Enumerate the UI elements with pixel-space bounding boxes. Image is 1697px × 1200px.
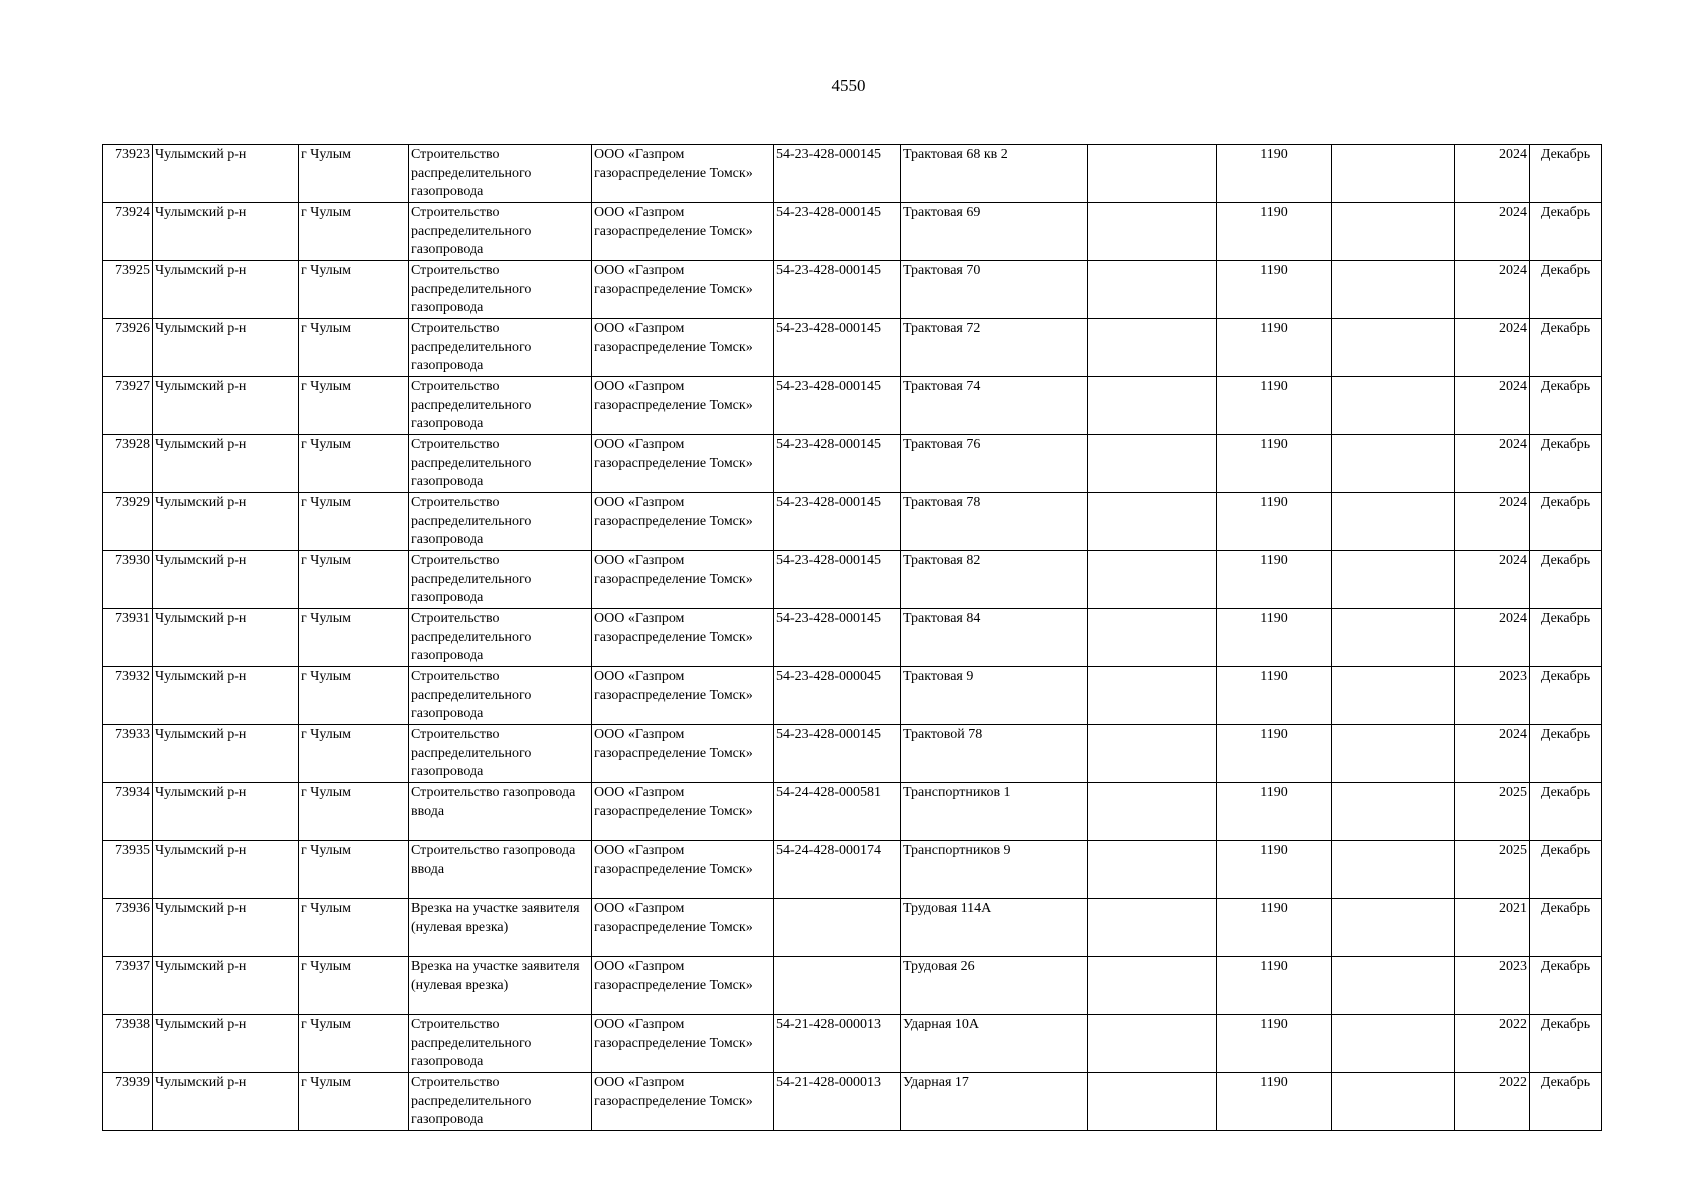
code-cell xyxy=(774,957,901,1015)
address-cell: Трактовая 78 xyxy=(901,493,1088,551)
year-cell: 2024 xyxy=(1455,725,1530,783)
empty-cell xyxy=(1332,841,1455,899)
table-row xyxy=(103,435,1602,493)
town-cell: г Чулым xyxy=(299,203,409,261)
code-cell: 54-23-428-000145 xyxy=(774,377,901,435)
table-row xyxy=(103,261,1602,319)
table-row xyxy=(103,609,1602,667)
address-cell: Ударная 10А xyxy=(901,1015,1088,1073)
empty-cell xyxy=(1088,319,1217,377)
row-number: 73938 xyxy=(103,1015,153,1073)
organization-cell: ООО «Газпром газораспределение Томск» xyxy=(592,377,774,435)
empty-cell xyxy=(1332,377,1455,435)
code-cell: 54-23-428-000145 xyxy=(774,493,901,551)
town-cell: г Чулым xyxy=(299,609,409,667)
address-cell: Трудовая 26 xyxy=(901,957,1088,1015)
work-type-cell: Строительство распределительного газопровода xyxy=(409,319,592,377)
code-cell: 54-21-428-000013 xyxy=(774,1015,901,1073)
work-type-cell: Строительство распределительного газопровода xyxy=(409,493,592,551)
code-cell: 54-23-428-000045 xyxy=(774,667,901,725)
code-cell: 54-24-428-000174 xyxy=(774,841,901,899)
empty-cell xyxy=(1088,261,1217,319)
row-number: 73934 xyxy=(103,783,153,841)
address-cell: Трактовая 69 xyxy=(901,203,1088,261)
work-type-cell: Строительство распределительного газопровода xyxy=(409,551,592,609)
town-cell: г Чулым xyxy=(299,261,409,319)
price-cell: 1190 xyxy=(1217,725,1332,783)
empty-cell xyxy=(1088,783,1217,841)
work-type-cell: Строительство газопровода ввода xyxy=(409,783,592,841)
price-cell: 1190 xyxy=(1217,1073,1332,1131)
code-cell xyxy=(774,899,901,957)
town-cell: г Чулым xyxy=(299,1073,409,1131)
empty-cell xyxy=(1088,609,1217,667)
row-number: 73926 xyxy=(103,319,153,377)
work-type-cell: Строительство распределительного газопровода xyxy=(409,1015,592,1073)
year-cell: 2025 xyxy=(1455,841,1530,899)
empty-cell xyxy=(1088,203,1217,261)
address-cell: Транспортников 1 xyxy=(901,783,1088,841)
address-cell: Трактовая 72 xyxy=(901,319,1088,377)
code-cell: 54-23-428-000145 xyxy=(774,551,901,609)
organization-cell: ООО «Газпром газораспределение Томск» xyxy=(592,899,774,957)
empty-cell xyxy=(1332,957,1455,1015)
year-cell: 2023 xyxy=(1455,957,1530,1015)
table-row xyxy=(103,725,1602,783)
work-type-cell: Строительство распределительного газопровода xyxy=(409,377,592,435)
month-cell: Декабрь xyxy=(1530,841,1602,899)
town-cell: г Чулым xyxy=(299,377,409,435)
empty-cell xyxy=(1088,667,1217,725)
town-cell: г Чулым xyxy=(299,725,409,783)
table-row xyxy=(103,899,1602,957)
empty-cell xyxy=(1088,377,1217,435)
empty-cell xyxy=(1332,435,1455,493)
empty-cell xyxy=(1332,1015,1455,1073)
district-cell: Чулымский р-н xyxy=(153,261,299,319)
year-cell: 2024 xyxy=(1455,377,1530,435)
work-type-cell: Строительство распределительного газопровода xyxy=(409,261,592,319)
year-cell: 2022 xyxy=(1455,1015,1530,1073)
work-type-cell: Строительство распределительного газопровода xyxy=(409,1073,592,1131)
district-cell: Чулымский р-н xyxy=(153,899,299,957)
empty-cell xyxy=(1088,841,1217,899)
address-cell: Трактовая 68 кв 2 xyxy=(901,145,1088,203)
district-cell: Чулымский р-н xyxy=(153,667,299,725)
month-cell: Декабрь xyxy=(1530,493,1602,551)
district-cell: Чулымский р-н xyxy=(153,957,299,1015)
organization-cell: ООО «Газпром газораспределение Томск» xyxy=(592,319,774,377)
address-cell: Ударная 17 xyxy=(901,1073,1088,1131)
organization-cell: ООО «Газпром газораспределение Томск» xyxy=(592,783,774,841)
row-number: 73933 xyxy=(103,725,153,783)
town-cell: г Чулым xyxy=(299,841,409,899)
district-cell: Чулымский р-н xyxy=(153,551,299,609)
town-cell: г Чулым xyxy=(299,1015,409,1073)
district-cell: Чулымский р-н xyxy=(153,493,299,551)
year-cell: 2022 xyxy=(1455,1073,1530,1131)
empty-cell xyxy=(1332,899,1455,957)
district-cell: Чулымский р-н xyxy=(153,319,299,377)
district-cell: Чулымский р-н xyxy=(153,1073,299,1131)
year-cell: 2024 xyxy=(1455,145,1530,203)
row-number: 73927 xyxy=(103,377,153,435)
table-row xyxy=(103,667,1602,725)
organization-cell: ООО «Газпром газораспределение Томск» xyxy=(592,493,774,551)
empty-cell xyxy=(1088,551,1217,609)
year-cell: 2024 xyxy=(1455,493,1530,551)
address-cell: Трактовая 76 xyxy=(901,435,1088,493)
district-cell: Чулымский р-н xyxy=(153,609,299,667)
price-cell: 1190 xyxy=(1217,783,1332,841)
organization-cell: ООО «Газпром газораспределение Томск» xyxy=(592,957,774,1015)
district-cell: Чулымский р-н xyxy=(153,725,299,783)
table-row xyxy=(103,319,1602,377)
code-cell: 54-23-428-000145 xyxy=(774,145,901,203)
empty-cell xyxy=(1332,145,1455,203)
code-cell: 54-23-428-000145 xyxy=(774,319,901,377)
town-cell: г Чулым xyxy=(299,667,409,725)
table-row xyxy=(103,203,1602,261)
empty-cell xyxy=(1332,551,1455,609)
empty-cell xyxy=(1332,203,1455,261)
code-cell: 54-23-428-000145 xyxy=(774,435,901,493)
year-cell: 2024 xyxy=(1455,435,1530,493)
table-body xyxy=(103,145,1602,1131)
table-row xyxy=(103,145,1602,203)
organization-cell: ООО «Газпром газораспределение Томск» xyxy=(592,261,774,319)
district-cell: Чулымский р-н xyxy=(153,435,299,493)
month-cell: Декабрь xyxy=(1530,957,1602,1015)
town-cell: г Чулым xyxy=(299,783,409,841)
empty-cell xyxy=(1088,493,1217,551)
work-type-cell: Строительство распределительного газопровода xyxy=(409,725,592,783)
table-row xyxy=(103,551,1602,609)
district-cell: Чулымский р-н xyxy=(153,203,299,261)
empty-cell xyxy=(1332,725,1455,783)
month-cell: Декабрь xyxy=(1530,377,1602,435)
district-cell: Чулымский р-н xyxy=(153,841,299,899)
empty-cell xyxy=(1088,145,1217,203)
price-cell: 1190 xyxy=(1217,435,1332,493)
price-cell: 1190 xyxy=(1217,261,1332,319)
price-cell: 1190 xyxy=(1217,667,1332,725)
code-cell: 54-24-428-000581 xyxy=(774,783,901,841)
work-type-cell: Строительство распределительного газопровода xyxy=(409,203,592,261)
year-cell: 2024 xyxy=(1455,261,1530,319)
town-cell: г Чулым xyxy=(299,493,409,551)
year-cell: 2025 xyxy=(1455,783,1530,841)
empty-cell xyxy=(1088,1073,1217,1131)
table-row xyxy=(103,377,1602,435)
organization-cell: ООО «Газпром газораспределение Томск» xyxy=(592,551,774,609)
town-cell: г Чулым xyxy=(299,551,409,609)
code-cell: 54-21-428-000013 xyxy=(774,1073,901,1131)
price-cell: 1190 xyxy=(1217,899,1332,957)
page-number: 4550 xyxy=(831,76,866,95)
empty-cell xyxy=(1332,261,1455,319)
empty-cell xyxy=(1088,435,1217,493)
empty-cell xyxy=(1088,957,1217,1015)
organization-cell: ООО «Газпром газораспределение Томск» xyxy=(592,145,774,203)
year-cell: 2024 xyxy=(1455,551,1530,609)
year-cell: 2024 xyxy=(1455,319,1530,377)
organization-cell: ООО «Газпром газораспределение Томск» xyxy=(592,725,774,783)
row-number: 73928 xyxy=(103,435,153,493)
row-number: 73929 xyxy=(103,493,153,551)
empty-cell xyxy=(1332,319,1455,377)
work-type-cell: Строительство распределительного газопровода xyxy=(409,667,592,725)
empty-cell xyxy=(1332,1073,1455,1131)
table-row xyxy=(103,841,1602,899)
address-cell: Трактовая 9 xyxy=(901,667,1088,725)
town-cell: г Чулым xyxy=(299,145,409,203)
code-cell: 54-23-428-000145 xyxy=(774,261,901,319)
work-type-cell: Строительство распределительного газопровода xyxy=(409,435,592,493)
work-type-cell: Строительство распределительного газопровода xyxy=(409,145,592,203)
month-cell: Декабрь xyxy=(1530,609,1602,667)
town-cell: г Чулым xyxy=(299,319,409,377)
code-cell: 54-23-428-000145 xyxy=(774,609,901,667)
month-cell: Декабрь xyxy=(1530,319,1602,377)
month-cell: Декабрь xyxy=(1530,1015,1602,1073)
organization-cell: ООО «Газпром газораспределение Томск» xyxy=(592,435,774,493)
month-cell: Декабрь xyxy=(1530,203,1602,261)
month-cell: Декабрь xyxy=(1530,783,1602,841)
organization-cell: ООО «Газпром газораспределение Томск» xyxy=(592,841,774,899)
month-cell: Декабрь xyxy=(1530,899,1602,957)
row-number: 73936 xyxy=(103,899,153,957)
price-cell: 1190 xyxy=(1217,841,1332,899)
district-cell: Чулымский р-н xyxy=(153,783,299,841)
empty-cell xyxy=(1088,725,1217,783)
code-cell: 54-23-428-000145 xyxy=(774,725,901,783)
town-cell: г Чулым xyxy=(299,899,409,957)
table-row xyxy=(103,783,1602,841)
year-cell: 2024 xyxy=(1455,203,1530,261)
row-number: 73932 xyxy=(103,667,153,725)
empty-cell xyxy=(1088,1015,1217,1073)
address-cell: Трактовая 70 xyxy=(901,261,1088,319)
work-type-cell: Врезка на участке заявителя (нулевая врезка) xyxy=(409,899,592,957)
work-type-cell: Строительство газопровода ввода xyxy=(409,841,592,899)
table-row xyxy=(103,493,1602,551)
month-cell: Декабрь xyxy=(1530,145,1602,203)
month-cell: Декабрь xyxy=(1530,1073,1602,1131)
month-cell: Декабрь xyxy=(1530,725,1602,783)
address-cell: Транспортников 9 xyxy=(901,841,1088,899)
organization-cell: ООО «Газпром газораспределение Томск» xyxy=(592,667,774,725)
year-cell: 2023 xyxy=(1455,667,1530,725)
empty-cell xyxy=(1332,783,1455,841)
organization-cell: ООО «Газпром газораспределение Томск» xyxy=(592,203,774,261)
organization-cell: ООО «Газпром газораспределение Томск» xyxy=(592,609,774,667)
empty-cell xyxy=(1332,609,1455,667)
price-cell: 1190 xyxy=(1217,551,1332,609)
price-cell: 1190 xyxy=(1217,203,1332,261)
district-cell: Чулымский р-н xyxy=(153,377,299,435)
price-cell: 1190 xyxy=(1217,957,1332,1015)
organization-cell: ООО «Газпром газораспределение Томск» xyxy=(592,1073,774,1131)
row-number: 73923 xyxy=(103,145,153,203)
organization-cell: ООО «Газпром газораспределение Томск» xyxy=(592,1015,774,1073)
price-cell: 1190 xyxy=(1217,145,1332,203)
month-cell: Декабрь xyxy=(1530,667,1602,725)
price-cell: 1190 xyxy=(1217,319,1332,377)
empty-cell xyxy=(1332,493,1455,551)
empty-cell xyxy=(1332,667,1455,725)
month-cell: Декабрь xyxy=(1530,435,1602,493)
work-type-cell: Строительство распределительного газопровода xyxy=(409,609,592,667)
row-number: 73930 xyxy=(103,551,153,609)
address-cell: Трактовая 74 xyxy=(901,377,1088,435)
price-cell: 1190 xyxy=(1217,1015,1332,1073)
work-type-cell: Врезка на участке заявителя (нулевая врезка) xyxy=(409,957,592,1015)
row-number: 73931 xyxy=(103,609,153,667)
town-cell: г Чулым xyxy=(299,957,409,1015)
town-cell: г Чулым xyxy=(299,435,409,493)
table-row xyxy=(103,957,1602,1015)
address-cell: Трактовой 78 xyxy=(901,725,1088,783)
table-row xyxy=(103,1073,1602,1131)
district-cell: Чулымский р-н xyxy=(153,145,299,203)
price-cell: 1190 xyxy=(1217,377,1332,435)
code-cell: 54-23-428-000145 xyxy=(774,203,901,261)
row-number: 73939 xyxy=(103,1073,153,1131)
row-number: 73925 xyxy=(103,261,153,319)
address-cell: Трактовая 84 xyxy=(901,609,1088,667)
price-cell: 1190 xyxy=(1217,609,1332,667)
row-number: 73924 xyxy=(103,203,153,261)
empty-cell xyxy=(1088,899,1217,957)
month-cell: Декабрь xyxy=(1530,261,1602,319)
district-cell: Чулымский р-н xyxy=(153,1015,299,1073)
row-number: 73937 xyxy=(103,957,153,1015)
month-cell: Декабрь xyxy=(1530,551,1602,609)
address-cell: Трудовая 114А xyxy=(901,899,1088,957)
year-cell: 2021 xyxy=(1455,899,1530,957)
row-number: 73935 xyxy=(103,841,153,899)
registry-table xyxy=(102,144,1602,1131)
price-cell: 1190 xyxy=(1217,493,1332,551)
address-cell: Трактовая 82 xyxy=(901,551,1088,609)
table-row xyxy=(103,1015,1602,1073)
year-cell: 2024 xyxy=(1455,609,1530,667)
